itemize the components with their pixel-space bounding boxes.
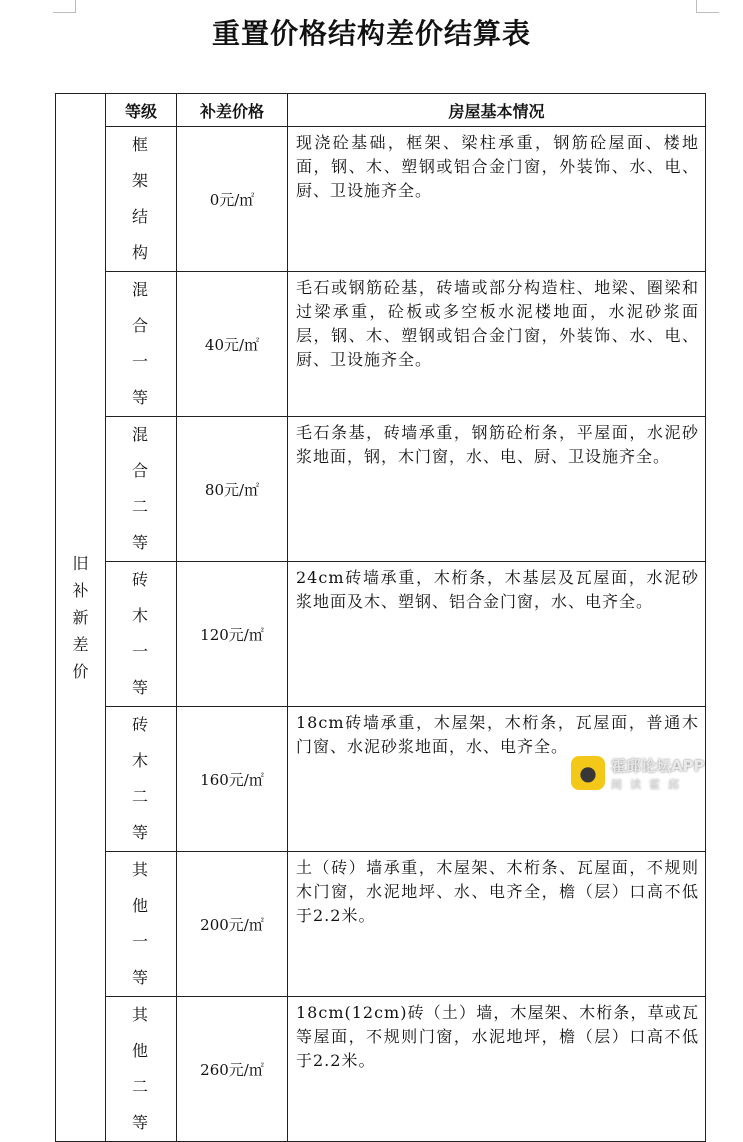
table-row bbox=[56, 417, 706, 562]
description-cell: 现浇砼基础，框架、梁柱承重，钢筋砼屋面、楼地面，钢、木、塑钢或铝合金门窗，外装饰、水、电、厨、卫设施齐全。 bbox=[288, 127, 706, 272]
watermark-name: 霍邱论坛APP bbox=[611, 756, 705, 775]
document-title: 重置价格结构差价结算表 bbox=[211, 17, 531, 50]
grade-label: 混合二等 bbox=[131, 425, 150, 552]
grade-label: 其他一等 bbox=[131, 860, 150, 987]
price-difference-table bbox=[55, 93, 706, 1142]
watermark-text bbox=[611, 755, 705, 792]
grade-label: 其他二等 bbox=[131, 1005, 150, 1132]
grade-cell bbox=[106, 272, 177, 417]
header-grade: 等级 bbox=[106, 94, 177, 127]
price-cell: 160元/㎡ bbox=[177, 707, 288, 852]
table-header-row bbox=[56, 94, 706, 127]
price-cell: 120元/㎡ bbox=[177, 562, 288, 707]
grade-cell bbox=[106, 562, 177, 707]
price-cell: 0元/㎡ bbox=[177, 127, 288, 272]
price-cell: 40元/㎡ bbox=[177, 272, 288, 417]
side-label-cell bbox=[56, 94, 106, 1142]
description-cell: 毛石或钢筋砼基，砖墙或部分构造柱、地梁、圈梁和过梁承重，砼板或多空板水泥楼地面，水泥砂浆面层，钢、木、塑钢或铝合金门窗，外装饰、水、电、厨、卫设施齐全。 bbox=[288, 272, 706, 417]
table-row bbox=[56, 997, 706, 1142]
description-cell: 土（砖）墙承重，木屋架、木桁条、瓦屋面，不规则木门窗，水泥地坪、水、电齐全，檐（层）口高不低于2.2米。 bbox=[288, 852, 706, 997]
table-row bbox=[56, 272, 706, 417]
price-cell: 260元/㎡ bbox=[177, 997, 288, 1142]
price-cell: 80元/㎡ bbox=[177, 417, 288, 562]
grade-label: 混合一等 bbox=[131, 280, 150, 407]
grade-label: 框架结构 bbox=[131, 135, 150, 262]
price-cell: 200元/㎡ bbox=[177, 852, 288, 997]
header-description: 房屋基本情况 bbox=[288, 94, 706, 127]
side-label: 旧补新差价 bbox=[72, 554, 89, 681]
description-cell: 24cm砖墙承重，木桁条，木基层及瓦屋面，水泥砂浆地面及木、塑钢、铝合金门窗，水、电齐全。 bbox=[288, 562, 706, 707]
chat-bubble-icon: ● bbox=[571, 756, 605, 790]
grade-cell bbox=[106, 417, 177, 562]
watermark-sub: 阅读霍邱 bbox=[611, 777, 687, 791]
grade-cell bbox=[106, 127, 177, 272]
header-price: 补差价格 bbox=[177, 94, 288, 127]
description-cell: 18cm砖墙承重，木屋架，木桁条，瓦屋面，普通木门窗、水泥砂浆地面，水、电齐全。 bbox=[288, 707, 706, 852]
table-row bbox=[56, 562, 706, 707]
grade-cell bbox=[106, 852, 177, 997]
grade-label: 砖木二等 bbox=[131, 715, 150, 842]
grade-label: 砖木一等 bbox=[131, 570, 150, 697]
table-row bbox=[56, 127, 706, 272]
app-watermark bbox=[571, 753, 741, 793]
description-cell: 毛石条基，砖墙承重，钢筋砼桁条，平屋面，水泥砂浆地面，钢，木门窗，水、电、厨、卫设施齐全。 bbox=[288, 417, 706, 562]
description-cell: 18cm(12cm)砖（土）墙，木屋架、木桁条，草或瓦等屋面，不规则门窗，水泥地坪，檐（层）口高不低于2.2米。 bbox=[288, 997, 706, 1142]
grade-cell bbox=[106, 707, 177, 852]
table-row bbox=[56, 852, 706, 997]
grade-cell bbox=[106, 997, 177, 1142]
